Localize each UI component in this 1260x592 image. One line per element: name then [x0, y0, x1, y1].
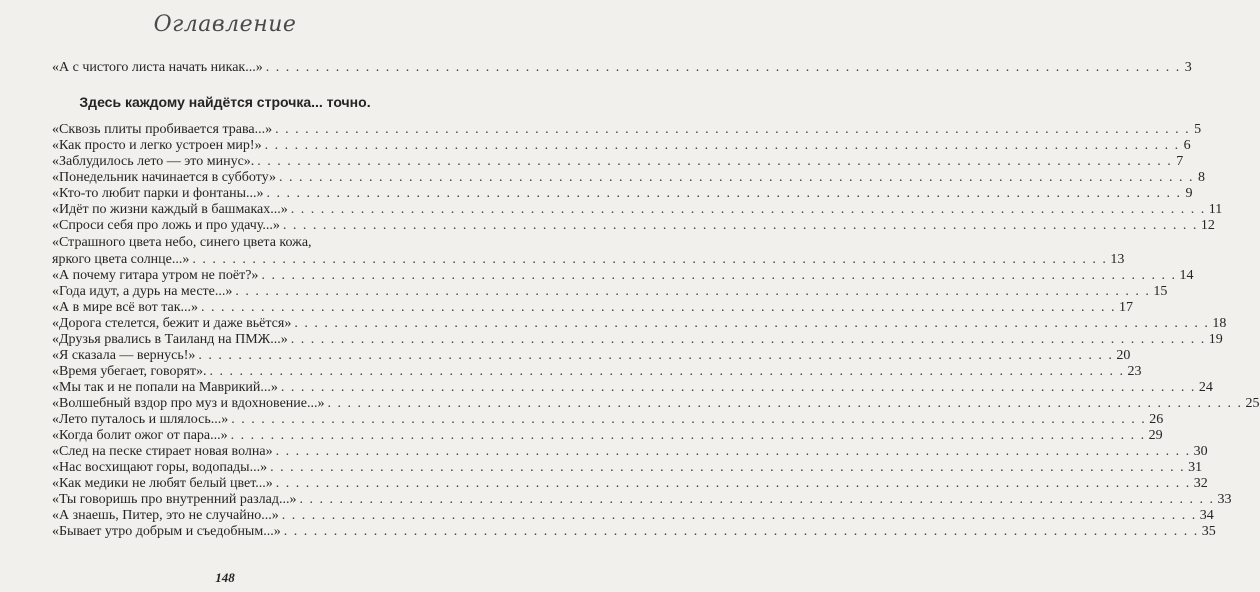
toc-entry	[52, 444, 1208, 459]
toc-entry-page: 19	[1208, 332, 1223, 347]
toc-entry-text: «Как медики не любят белый цвет...»	[52, 476, 273, 491]
toc-entry	[52, 428, 1163, 443]
toc-entry-page: 26	[1149, 412, 1164, 427]
toc-entry	[52, 154, 1184, 169]
toc-entry	[52, 380, 1213, 395]
toc-entry	[52, 396, 1260, 411]
toc-entry	[52, 268, 1194, 283]
toc-leader-dots: . . . . . . . . . . . . . . . . . . . . . . . . . . . . . . . . . . . . . . . . . . . . . . . . . . . . . . . . . . . . . . . . . . . . . . . . . . . . . . . . . . . . . . . . . . . .	[201, 300, 1116, 315]
toc-entry-page: 6	[1183, 138, 1191, 153]
toc-entry	[52, 138, 1191, 153]
toc-leader-dots: . . . . . . . . . . . . . . . . . . . . . . . . . . . . . . . . . . . . . . . . . . . . . . . . . . . . . . . . . . . . . . . . . . . . . . . . . . . . . . . . . . . . . . . . . . . .	[283, 524, 1199, 539]
toc-entry-page: 20	[1116, 348, 1131, 363]
toc-entry-text: «А почему гитара утром не поёт?»	[52, 268, 259, 283]
toc-entry-multiline	[52, 235, 1125, 267]
toc-entry-page: 11	[1208, 202, 1223, 217]
toc-entry-text: «Лето путалось и шлялось...»	[52, 412, 229, 427]
toc-leader-dots: . . . . . . . . . . . . . . . . . . . . . . . . . . . . . . . . . . . . . . . . . . . . . . . . . . . . . . . . . . . . . . . . . . . . . . . . . . . . . . . . . . . . . . . . . . . .	[275, 122, 1191, 137]
toc-leader-dots: . . . . . . . . . . . . . . . . . . . . . . . . . . . . . . . . . . . . . . . . . . . . . . . . . . . . . . . . . . . . . . . . . . . . . . . . . . . . . . . . . . . . . . . . . . . .	[270, 460, 1186, 475]
toc-entry-page: 9	[1185, 186, 1193, 201]
toc-leader-dots: . . . . . . . . . . . . . . . . . . . . . . . . . . . . . . . . . . . . . . . . . . . . . . . . . . . . . . . . . . . . . . . . . . . . . . . . . . . . . . . . . . . . . . . . . . . .	[299, 492, 1215, 507]
toc-entry-page: 15	[1153, 284, 1168, 299]
toc-leader-dots: . . . . . . . . . . . . . . . . . . . . . . . . . . . . . . . . . . . . . . . . . . . . . . . . . . . . . . . . . . . . . . . . . . . . . . . . . . . . . . . . . . . . . . . . . . . .	[275, 444, 1191, 459]
toc-leader-dots: . . . . . . . . . . . . . . . . . . . . . . . . . . . . . . . . . . . . . . . . . . . . . . . . . . . . . . . . . . . . . . . . . . . . . . . . . . . . . . . . . . . . . . . . . . . .	[257, 154, 1173, 169]
toc-leader-dots: . . . . . . . . . . . . . . . . . . . . . . . . . . . . . . . . . . . . . . . . . . . . . . . . . . . . . . . . . . . . . . . . . . . . . . . . . . . . . . . . . . . . . . . . . . . .	[230, 428, 1146, 443]
toc-leader-dots: . . . . . . . . . . . . . . . . . . . . . . . . . . . . . . . . . . . . . . . . . . . . . . . . . . . . . . . . . . . . . . . . . . . . . . . . . . . . . . . . . . . . . . . . . . . .	[290, 202, 1206, 217]
toc-entry-page: 32	[1193, 476, 1208, 491]
toc-leader-dots: . . . . . . . . . . . . . . . . . . . . . . . . . . . . . . . . . . . . . . . . . . . . . . . . . . . . . . . . . . . . . . . . . . . . . . . . . . . . . . . . . . . . . . . . . . . .	[266, 186, 1182, 201]
page-number: 148	[215, 570, 235, 585]
toc-entry-text: «Нас восхищают горы, водопады...»	[52, 460, 268, 475]
toc-leader-dots: . . . . . . . . . . . . . . . . . . . . . . . . . . . . . . . . . . . . . . . . . . . . . . . . . . . . . . . . . . . . . . . . . . . . . . . . . . . . . . . . . . . . . . . . . . . .	[209, 364, 1125, 379]
toc-leader-dots: . . . . . . . . . . . . . . . . . . . . . . . . . . . . . . . . . . . . . . . . . . . . . . . . . . . . . . . . . . . . . . . . . . . . . . . . . . . . . . . . . . . . . . . . . . . .	[278, 170, 1194, 185]
toc-entry-page: 35	[1201, 524, 1216, 539]
toc-entry-text: «Спроси себя про ложь и про удачу...»	[52, 218, 280, 233]
toc-entry-text: «Заблудилось лето — это минус».	[52, 154, 255, 169]
toc-entry-page: 3	[1184, 60, 1192, 75]
toc-entry-text: «Идёт по жизни каждый в башмаках...»	[52, 202, 288, 217]
toc-entry-page: 25	[1245, 396, 1260, 411]
toc-entry	[52, 122, 1202, 137]
toc-entry-page: 5	[1194, 122, 1202, 137]
toc-entry-page: 8	[1197, 170, 1205, 185]
toc-leader-dots: . . . . . . . . . . . . . . . . . . . . . . . . . . . . . . . . . . . . . . . . . . . . . . . . . . . . . . . . . . . . . . . . . . . . . . . . . . . . . . . . . . . . . . . . . . . .	[264, 138, 1180, 153]
toc-entry-text: «Как просто и легко устроен мир!»	[52, 138, 262, 153]
toc-entry	[52, 218, 1215, 233]
toc-entry-page: 12	[1200, 218, 1215, 233]
toc-entry	[52, 476, 1208, 491]
toc-entry-text: «А знаешь, Питер, это не случайно...»	[52, 508, 279, 523]
toc-entry-text: «Когда болит ожог от пара...»	[52, 428, 228, 443]
toc-entry-text: «А с чистого листа начать никак...»	[52, 60, 263, 75]
toc-entry-page: 24	[1198, 380, 1213, 395]
toc-entry-page: 34	[1199, 508, 1214, 523]
toc-leader-dots: . . . . . . . . . . . . . . . . . . . . . . . . . . . . . . . . . . . . . . . . . . . . . . . . . . . . . . . . . . . . . . . . . . . . . . . . . . . . . . . . . . . . . . . . . . . .	[282, 218, 1198, 233]
toc-leader-dots: . . . . . . . . . . . . . . . . . . . . . . . . . . . . . . . . . . . . . . . . . . . . . . . . . . . . . . . . . . . . . . . . . . . . . . . . . . . . . . . . . . . . . . . . . . . .	[281, 508, 1197, 523]
toc-entry-text: «Волшебный вздор про муз и вдохновение...»	[52, 396, 325, 411]
toc-entry-page: 13	[1110, 252, 1125, 267]
toc-entry-page: 18	[1212, 316, 1227, 331]
toc-entry-intro	[52, 60, 1192, 75]
toc-entry	[52, 524, 1216, 539]
toc-entry-text: «Кто-то любит парки и фонтаны...»	[52, 186, 264, 201]
toc-entry-page: 31	[1188, 460, 1203, 475]
toc-leader-dots: . . . . . . . . . . . . . . . . . . . . . . . . . . . . . . . . . . . . . . . . . . . . . . . . . . . . . . . . . . . . . . . . . . . . . . . . . . . . . . . . . . . . . . . . . . . .	[275, 476, 1191, 491]
toc-entry-page: 7	[1176, 154, 1184, 169]
toc-entry-page: 23	[1127, 364, 1142, 379]
toc-entry-page: 14	[1179, 268, 1194, 283]
toc-entry	[52, 460, 1203, 475]
toc-leader-dots: . . . . . . . . . . . . . . . . . . . . . . . . . . . . . . . . . . . . . . . . . . . . . . . . . . . . . . . . . . . . . . . . . . . . . . . . . . . . . . . . . . . . . . . . . . . .	[290, 332, 1206, 347]
toc-entry-page: 30	[1193, 444, 1208, 459]
toc-leader-dots: . . . . . . . . . . . . . . . . . . . . . . . . . . . . . . . . . . . . . . . . . . . . . . . . . . . . . . . . . . . . . . . . . . . . . . . . . . . . . . . . . . . . . . . . . . . .	[280, 380, 1196, 395]
toc-entry	[52, 348, 1131, 363]
toc-leader-dots: . . . . . . . . . . . . . . . . . . . . . . . . . . . . . . . . . . . . . . . . . . . . . . . . . . . . . . . . . . . . . . . . . . . . . . . . . . . . . . . . . . . . . . . . . . . .	[198, 348, 1114, 363]
toc-entry-text: «Время убегает, говорят».	[52, 364, 207, 379]
toc-entry-text: «Сквозь плиты пробивается трава...»	[52, 122, 273, 137]
toc-leader-dots: . . . . . . . . . . . . . . . . . . . . . . . . . . . . . . . . . . . . . . . . . . . . . . . . . . . . . . . . . . . . . . . . . . . . . . . . . . . . . . . . . . . . . . . . . . . .	[265, 60, 1181, 75]
toc-entry-text-line2: яркого цвета солнце...»	[52, 252, 190, 267]
toc-entry-text: «Друзья рвались в Таиланд на ПМЖ...»	[52, 332, 288, 347]
page-title: Оглавление	[153, 12, 297, 37]
toc-entry-text: «А в мире всё вот так...»	[52, 300, 198, 315]
toc-leader-dots: . . . . . . . . . . . . . . . . . . . . . . . . . . . . . . . . . . . . . . . . . . . . . . . . . . . . . . . . . . . . . . . . . . . . . . . . . . . . . . . . . . . . . . . . . . . .	[192, 252, 1108, 267]
toc-entry-page: 17	[1119, 300, 1133, 315]
toc-entry	[52, 284, 1168, 299]
toc-entry-text: «След на песке стирает новая волна»	[52, 444, 273, 459]
toc-entry	[52, 364, 1142, 379]
toc-entry	[52, 170, 1205, 185]
toc-leader-dots: . . . . . . . . . . . . . . . . . . . . . . . . . . . . . . . . . . . . . . . . . . . . . . . . . . . . . . . . . . . . . . . . . . . . . . . . . . . . . . . . . . . . . . . . . . . .	[327, 396, 1243, 411]
toc-entry	[52, 202, 1223, 217]
toc-leader-dots: . . . . . . . . . . . . . . . . . . . . . . . . . . . . . . . . . . . . . . . . . . . . . . . . . . . . . . . . . . . . . . . . . . . . . . . . . . . . . . . . . . . . . . . . . . . .	[235, 284, 1151, 299]
toc-entry-text: «Бывает утро добрым и съедобным...»	[52, 524, 281, 539]
toc-entry	[52, 412, 1164, 427]
toc-leader-dots: . . . . . . . . . . . . . . . . . . . . . . . . . . . . . . . . . . . . . . . . . . . . . . . . . . . . . . . . . . . . . . . . . . . . . . . . . . . . . . . . . . . . . . . . . . . .	[294, 316, 1210, 331]
toc-entry	[52, 300, 1133, 315]
toc-entry-page: 33	[1217, 492, 1232, 507]
toc-entry-text: «Года идут, а дурь на месте...»	[52, 284, 233, 299]
toc-leader-dots: . . . . . . . . . . . . . . . . . . . . . . . . . . . . . . . . . . . . . . . . . . . . . . . . . . . . . . . . . . . . . . . . . . . . . . . . . . . . . . . . . . . . . . . . . . . .	[231, 412, 1147, 427]
toc-entry	[52, 492, 1232, 507]
toc-entry	[52, 316, 1227, 331]
toc-entry-text-line1: «Страшного цвета небо, синего цвета кожа,	[52, 235, 312, 250]
toc-entry-text: «Мы так и не попали на Маврикий...»	[52, 380, 278, 395]
toc-leader-dots: . . . . . . . . . . . . . . . . . . . . . . . . . . . . . . . . . . . . . . . . . . . . . . . . . . . . . . . . . . . . . . . . . . . . . . . . . . . . . . . . . . . . . . . . . . . .	[261, 268, 1177, 283]
toc-entry-page: 29	[1148, 428, 1163, 443]
toc-entry	[52, 332, 1223, 347]
toc-entry	[52, 186, 1193, 201]
section-heading: Здесь каждому найдётся строчка... точно.	[79, 94, 371, 110]
toc-entry	[52, 508, 1214, 523]
toc-entry-text: «Я сказала — вернусь!»	[52, 348, 196, 363]
toc-entry-text: «Ты говоришь про внутренний разлад...»	[52, 492, 297, 507]
toc-entry-text: «Дорога стелется, бежит и даже вьётся»	[52, 316, 292, 331]
toc-entry-text: «Понедельник начинается в субботу»	[52, 170, 276, 185]
